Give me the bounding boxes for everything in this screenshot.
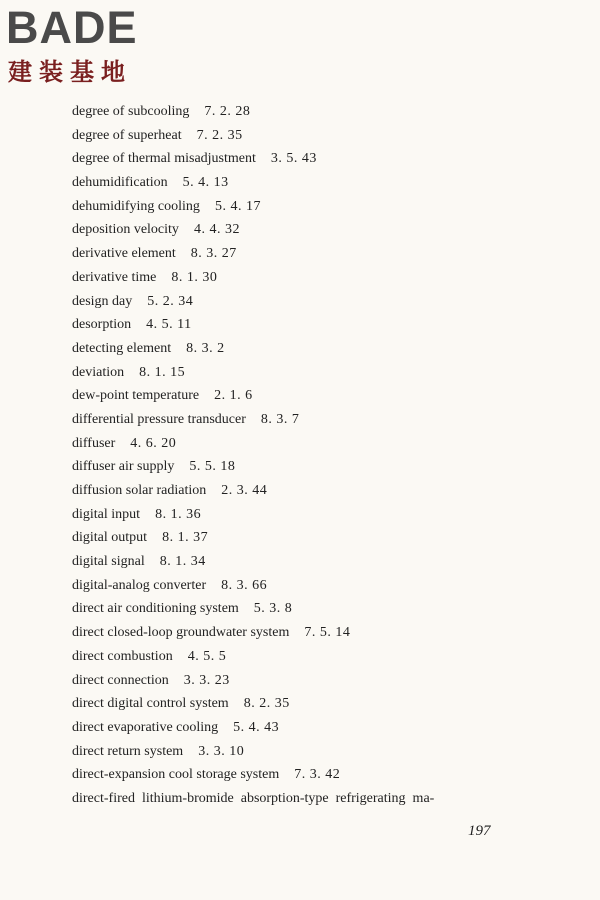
index-entry xyxy=(72,100,572,124)
entry-term: direct evaporative cooling xyxy=(72,719,219,735)
index-entry xyxy=(72,408,572,432)
entry-reference: 8. 3. 2 xyxy=(186,340,225,356)
entry-term: dew-point temperature xyxy=(72,388,200,404)
entry-term: digital input xyxy=(72,506,141,522)
entry-reference: 3. 3. 10 xyxy=(198,743,245,759)
index-entry xyxy=(72,645,572,669)
entry-reference: 8. 1. 30 xyxy=(171,269,218,285)
entry-term: direct return system xyxy=(72,743,184,759)
entry-reference: 5. 4. 13 xyxy=(182,175,229,191)
entry-reference: 8. 1. 37 xyxy=(162,530,209,546)
entry-term: desorption xyxy=(72,317,132,333)
index-entry xyxy=(72,218,572,242)
entry-term: derivative element xyxy=(72,246,176,262)
logo-chinese-text: 建装基地 xyxy=(8,58,132,86)
entry-reference: 7. 5. 14 xyxy=(304,625,351,641)
entry-term: diffuser xyxy=(72,435,116,451)
publisher-logo xyxy=(6,2,138,87)
entry-reference: 5. 4. 17 xyxy=(214,198,261,214)
entry-term: degree of thermal misadjustment xyxy=(72,151,256,167)
entry-term: dehumidifying cooling xyxy=(72,198,200,214)
entry-term: dehumidification xyxy=(72,175,168,191)
index-entry xyxy=(72,503,572,527)
index-entry xyxy=(72,337,572,361)
index-entry xyxy=(72,597,572,621)
index-entry xyxy=(72,787,572,811)
entry-reference: 8. 3. 27 xyxy=(190,246,237,262)
index-entry xyxy=(72,384,572,408)
index-entry xyxy=(72,432,572,456)
index-entry xyxy=(72,763,572,787)
entry-term: diffusion solar radiation xyxy=(72,483,207,498)
index-entry xyxy=(72,455,572,479)
index-entry xyxy=(72,621,572,645)
entry-reference: 8. 2. 35 xyxy=(243,696,290,712)
entry-term: direct-fired lithium-bromide absorption-type refrigerating ma- xyxy=(72,790,435,806)
index-entry xyxy=(72,361,572,385)
index-entry xyxy=(72,171,572,195)
entry-term: direct digital control system xyxy=(72,696,229,712)
index-entry xyxy=(72,526,572,550)
entry-term: direct combustion xyxy=(72,648,173,664)
index-entry xyxy=(72,195,572,219)
entry-term: digital signal xyxy=(72,554,145,570)
entry-reference: 4. 5. 5 xyxy=(187,648,227,664)
entry-term: derivative time xyxy=(72,269,157,285)
entry-reference: 5. 4. 43 xyxy=(233,719,280,735)
index-entry xyxy=(72,716,572,740)
entry-term: digital output xyxy=(72,530,148,546)
entry-term: deposition velocity xyxy=(72,222,179,238)
index-entry xyxy=(72,479,572,503)
entry-reference: 4. 6. 20 xyxy=(130,435,177,451)
entry-reference: 5. 5. 18 xyxy=(189,459,236,475)
entry-reference: 3. 5. 43 xyxy=(270,151,317,167)
index-entry xyxy=(72,290,572,314)
entry-reference: 8. 1. 34 xyxy=(159,554,206,570)
entry-reference: 8. 1. 36 xyxy=(155,506,202,522)
entry-reference: 2. 1. 6 xyxy=(214,388,253,404)
entry-reference: 7. 2. 28 xyxy=(204,104,251,119)
page-number: 197 xyxy=(468,823,491,839)
entry-reference: 4. 5. 11 xyxy=(146,317,192,333)
entry-term: direct air conditioning system xyxy=(72,601,239,617)
entry-term: deviation xyxy=(72,364,125,380)
entry-term: degree of superheat xyxy=(72,127,182,143)
entry-reference: 7. 2. 35 xyxy=(196,127,243,143)
entry-reference: 8. 3. 7 xyxy=(260,411,300,427)
entry-term: direct closed-loop groundwater system xyxy=(72,625,290,641)
entry-term: direct-expansion cool storage system xyxy=(72,767,280,783)
entry-reference: 8. 1. 15 xyxy=(139,364,186,380)
entry-reference: 5. 2. 34 xyxy=(147,293,194,309)
index-entry xyxy=(72,147,572,171)
entry-term: differential pressure transducer xyxy=(72,411,246,427)
index-entry xyxy=(72,266,572,290)
entry-term: design day xyxy=(72,293,133,309)
entry-reference: 3. 3. 23 xyxy=(183,672,230,688)
entry-reference: 7. 3. 42 xyxy=(294,767,341,783)
index-entry xyxy=(72,574,572,598)
entry-term: direct connection xyxy=(72,672,169,688)
entry-term: diffuser air supply xyxy=(72,459,175,475)
entry-reference: 5. 3. 8 xyxy=(253,601,293,617)
entry-term: digital-analog converter xyxy=(72,577,207,593)
index-entry xyxy=(72,242,572,266)
entry-reference: 2. 3. 44 xyxy=(221,483,268,498)
index-entry xyxy=(72,740,572,764)
index-entry xyxy=(72,550,572,574)
entry-reference: 4. 4. 32 xyxy=(193,222,240,238)
entry-term: degree of subcooling xyxy=(72,104,190,119)
logo-latin-text: BADE xyxy=(6,2,138,53)
entry-reference: 8. 3. 66 xyxy=(221,577,268,593)
index-entry xyxy=(72,124,572,148)
index-entry xyxy=(72,692,572,716)
index-entry-list xyxy=(72,100,572,811)
index-entry xyxy=(72,313,572,337)
index-entry xyxy=(72,669,572,693)
entry-term: detecting element xyxy=(72,340,172,356)
